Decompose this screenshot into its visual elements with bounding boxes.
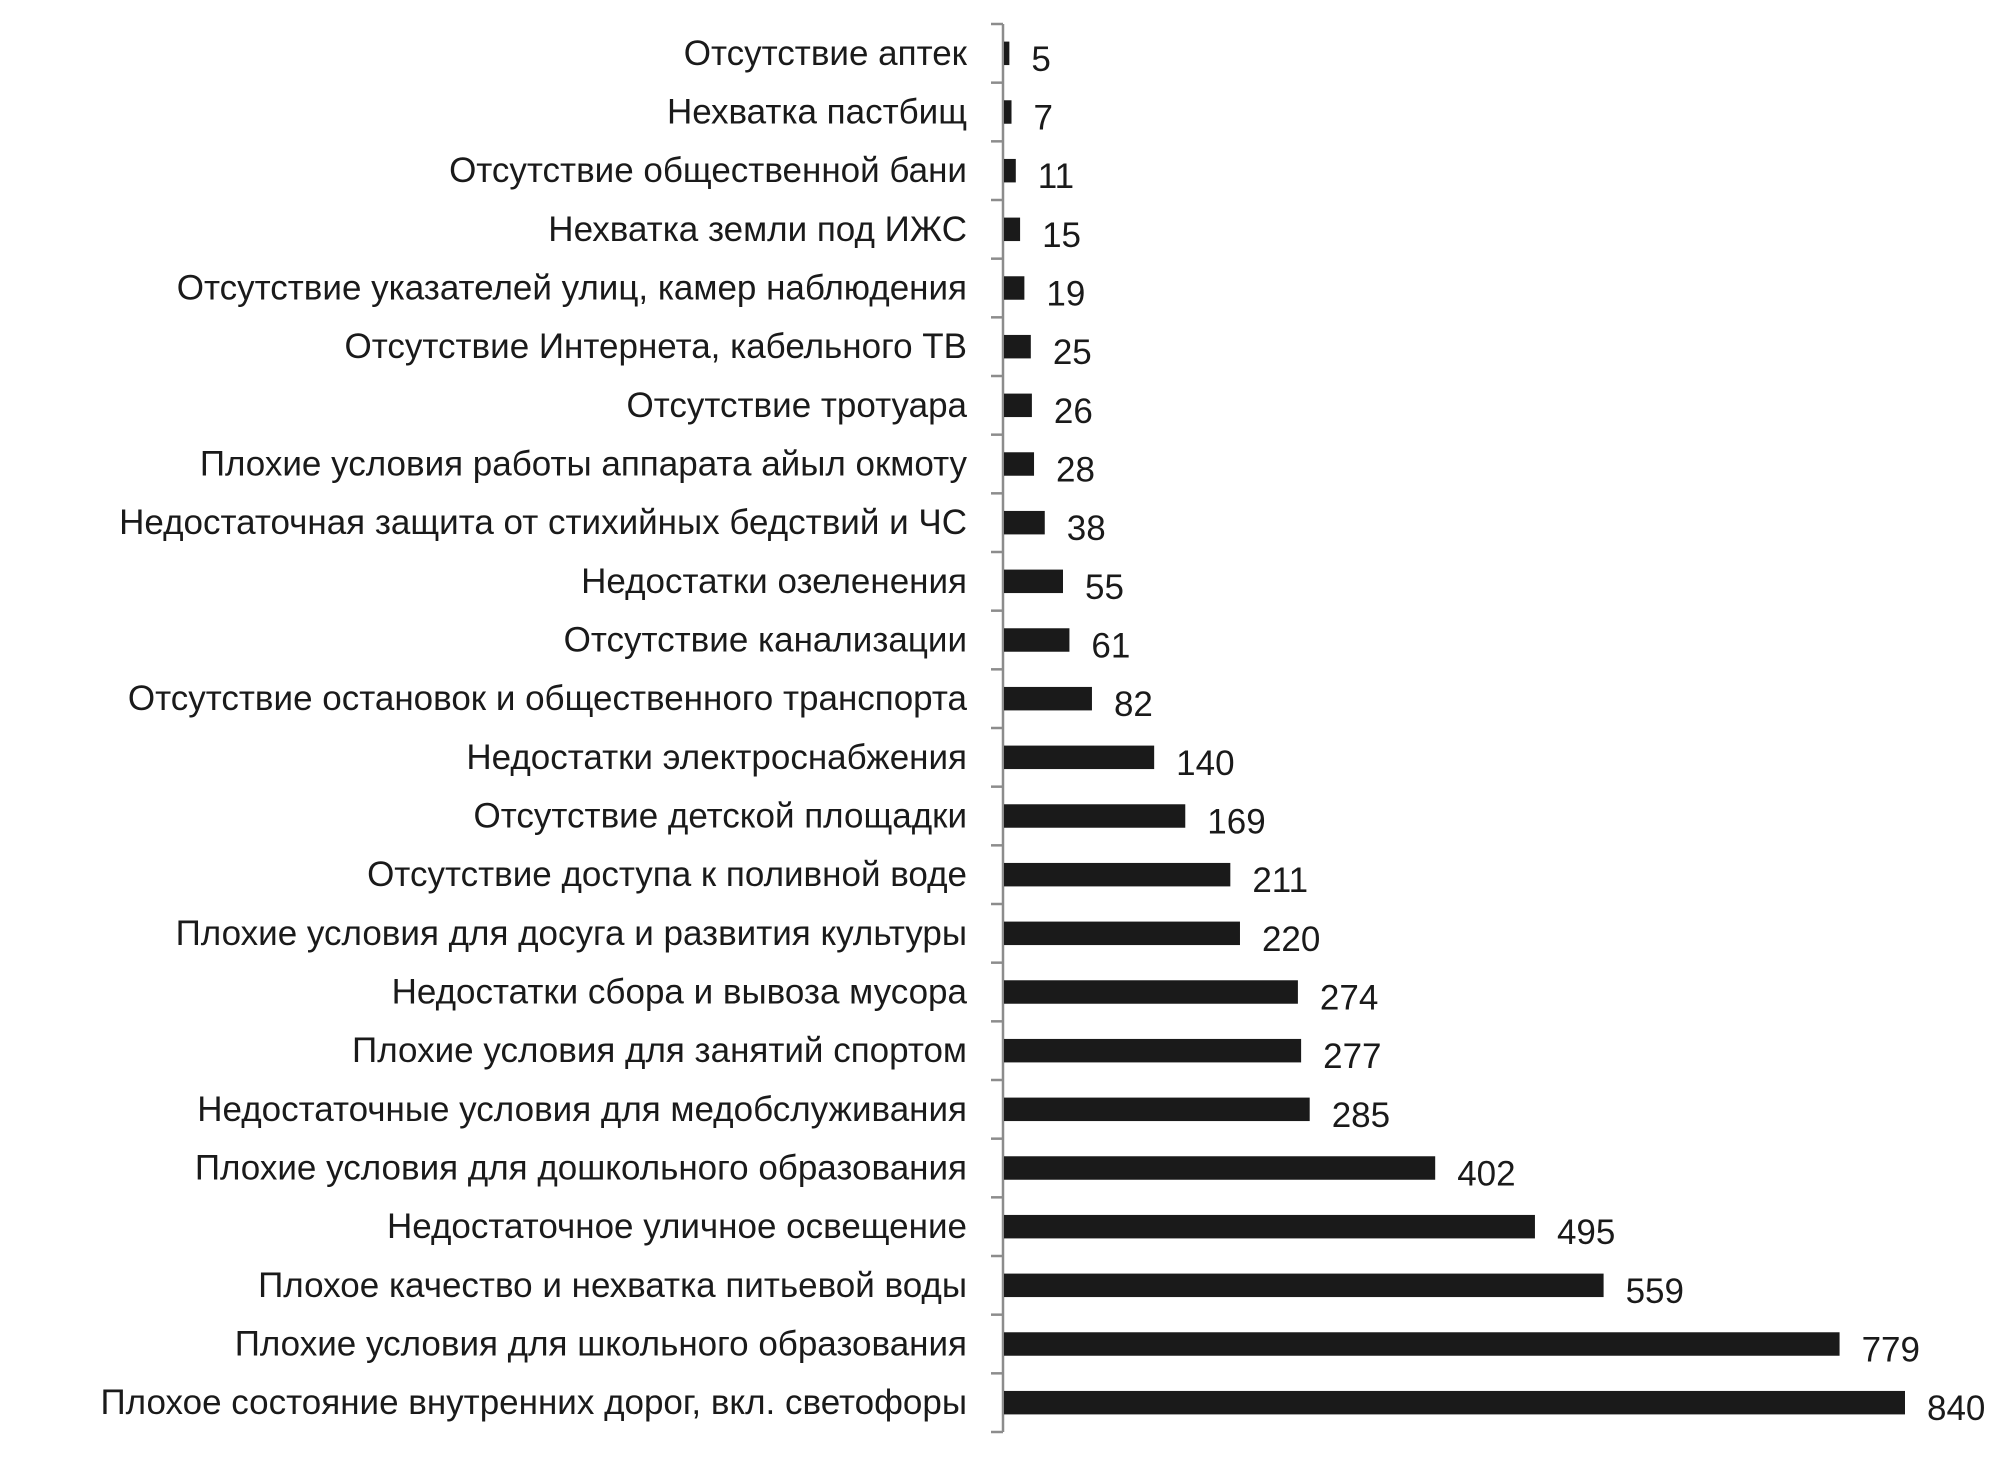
bar (1004, 746, 1154, 769)
data-label: 211 (1252, 861, 1309, 901)
data-label: 779 (1861, 1330, 1920, 1370)
bar (1004, 335, 1031, 358)
data-label: 28 (1056, 450, 1095, 490)
category-label: Недостаточная защита от стихийных бедствий и ЧС (119, 503, 967, 543)
data-label: 55 (1084, 567, 1124, 607)
category-label: Недостаточные условия для медобслуживания (197, 1089, 967, 1129)
data-label: 19 (1046, 274, 1086, 314)
bars (1004, 39, 1905, 1415)
bar (1004, 1098, 1310, 1121)
bar (1004, 452, 1034, 475)
bar (1004, 863, 1230, 886)
bar (1004, 218, 1020, 241)
category-label: Отсутствие Интернета, кабельного ТВ (344, 327, 967, 367)
data-label: 15 (1042, 215, 1082, 255)
category-label: Отсутствие общественной бани (449, 151, 967, 191)
data-label: 169 (1207, 802, 1266, 842)
bar (1004, 100, 1012, 123)
category-label: Отсутствие доступа к поливной воде (367, 855, 967, 895)
data-label: 220 (1261, 919, 1321, 959)
data-label: 26 (1053, 391, 1093, 431)
category-label: Плохое качество и нехватка питьевой воды (258, 1265, 967, 1305)
category-label: Недостатки электроснабжения (466, 737, 967, 777)
bar (1004, 922, 1240, 945)
bar (1004, 159, 1016, 182)
data-label: 5 (1031, 39, 1051, 79)
data-label: 285 (1331, 1095, 1391, 1135)
bar (1004, 511, 1045, 534)
category-label: Плохие условия работы аппарата айыл окмоту (199, 444, 967, 484)
data-label: 25 (1052, 333, 1092, 373)
data-label: 559 (1625, 1271, 1685, 1311)
data-label: 7 (1033, 98, 1053, 138)
data-label: 82 (1113, 685, 1153, 725)
category-label: Плохие условия для школьного образования (234, 1324, 967, 1364)
bar (1004, 1274, 1604, 1297)
bar (1004, 1215, 1535, 1238)
category-label: Отсутствие тротуара (626, 385, 967, 425)
data-label: 402 (1457, 1154, 1516, 1194)
category-label: Недостатки озеленения (581, 561, 967, 601)
bar (1004, 1332, 1840, 1355)
category-label: Отсутствие канализации (563, 620, 967, 660)
category-label: Плохие условия для дошкольного образования (194, 1148, 967, 1188)
bar (1004, 394, 1032, 417)
y-axis (991, 24, 1003, 1432)
data-label: 11 (1037, 157, 1075, 197)
bar (1004, 628, 1069, 651)
bar (1004, 1156, 1435, 1179)
category-label: Нехватка земли под ИЖС (548, 209, 967, 249)
category-label: Отсутствие указателей улиц, камер наблюдения (176, 268, 967, 308)
bar (1004, 804, 1185, 827)
bar (1004, 42, 1009, 65)
data-label: 38 (1066, 509, 1106, 549)
data-label: 61 (1091, 626, 1131, 666)
category-label: Недостатки сбора и вывоза мусора (391, 972, 967, 1012)
bar (1004, 276, 1024, 299)
bar (1004, 1391, 1905, 1414)
category-labels (100, 34, 967, 1422)
data-label: 495 (1556, 1213, 1616, 1253)
data-label: 140 (1176, 743, 1235, 783)
category-label: Недостаточное уличное освещение (386, 1207, 967, 1247)
bar (1004, 687, 1092, 710)
data-label: 274 (1319, 978, 1379, 1018)
category-label: Отсутствие аптек (683, 33, 967, 73)
category-label: Плохие условия для досуга и развития культуры (175, 913, 967, 953)
category-label: Плохие условия для занятий спортом (352, 1031, 967, 1071)
category-label: Плохое состояние внутренних дорог, вкл. светофоры (100, 1383, 967, 1423)
category-label: Отсутствие детской площадки (473, 796, 967, 836)
data-label: 840 (1927, 1389, 1986, 1429)
data-label: 277 (1323, 1037, 1382, 1077)
bar (1004, 570, 1063, 593)
category-label: Нехватка пастбищ (666, 92, 967, 132)
category-label: Отсутствие остановок и общественного транспорта (127, 679, 967, 719)
bar (1004, 1039, 1301, 1062)
bar (1004, 980, 1298, 1003)
